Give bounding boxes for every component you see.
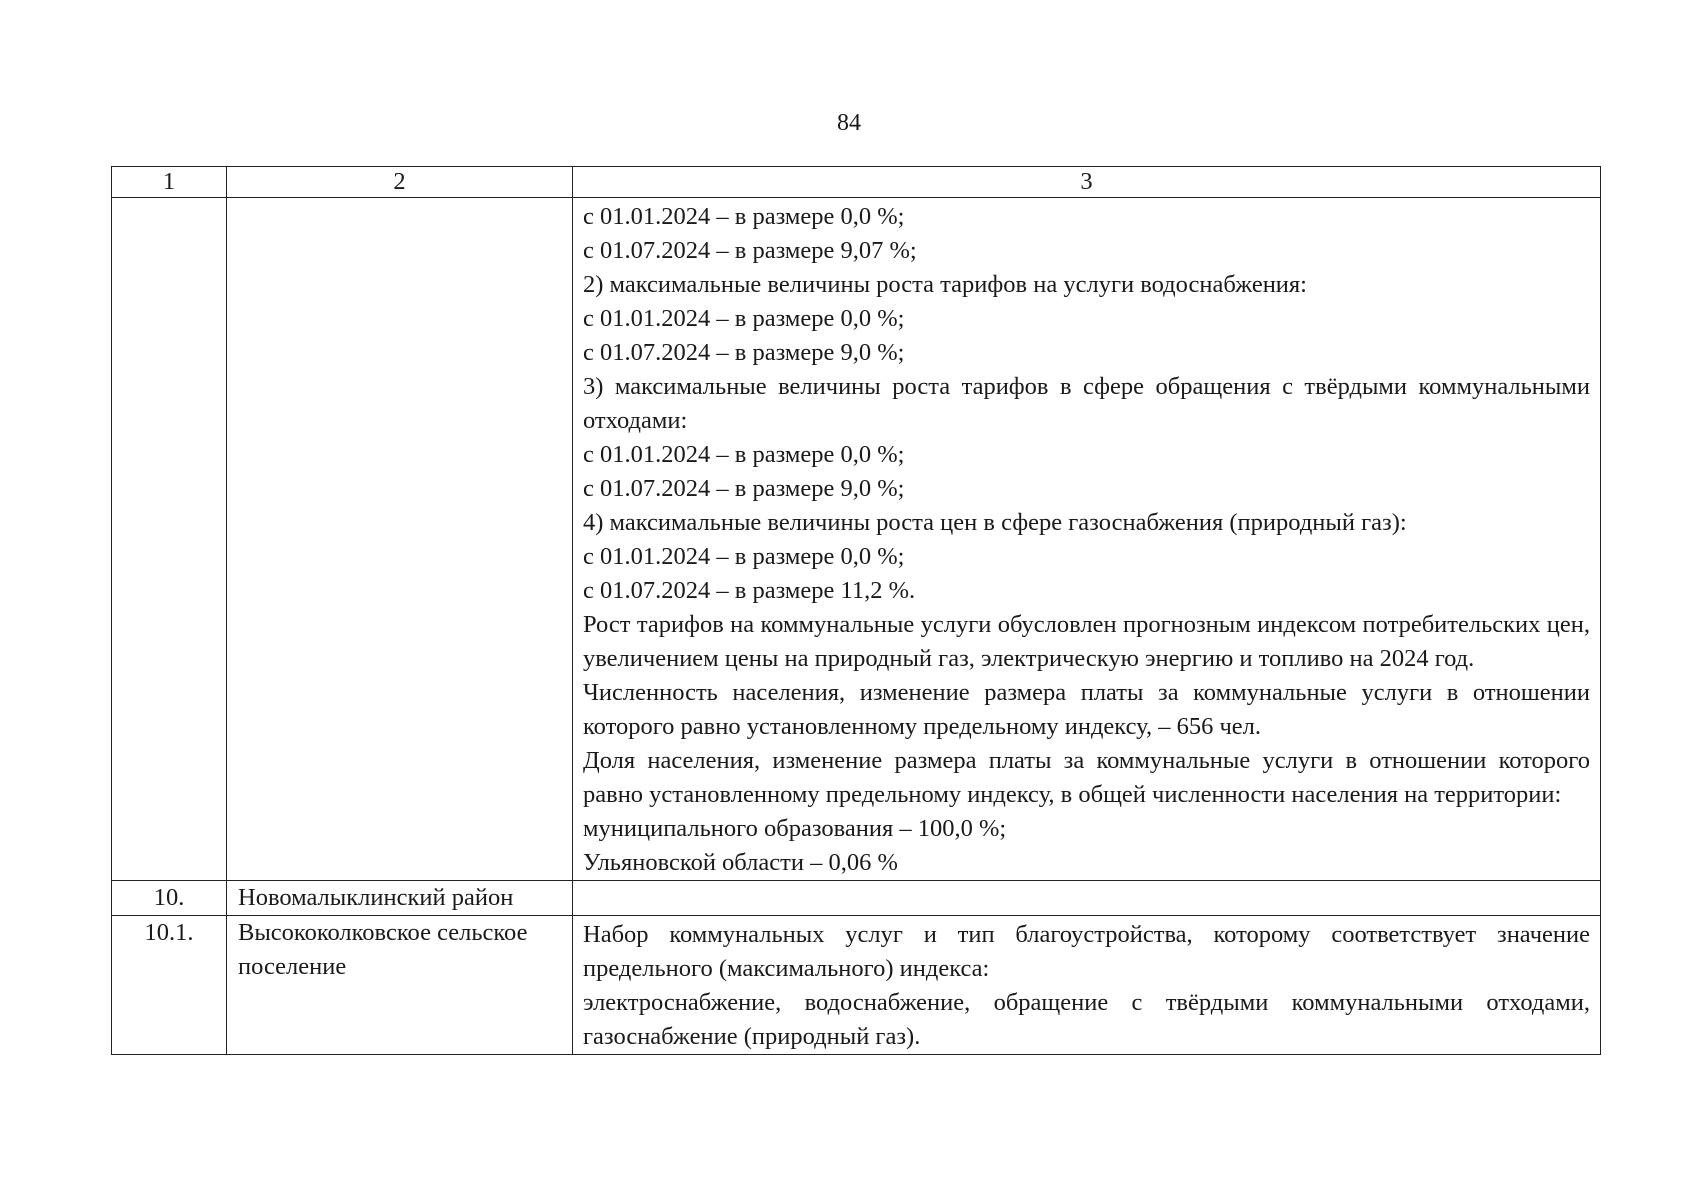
cell-number [112,198,227,881]
population-share-paragraph: Доля населения, изменение размера платы за коммунальные услуги в отношении которого равно установленному предельному индексу, в общей численности населения на территории: [583,747,1590,808]
growth-reason-paragraph: Рост тарифов на коммунальные услуги обусловлен прогнозным индексом потребительских цен, увеличением цены на природный газ, электрическую энергию и топливо на 2024 год. [583,611,1590,672]
table-row-district [112,881,1601,916]
service-set-paragraph: Набор коммунальных услуг и тип благоустройства, которому соответствует значение предельного (максимального) индекса: [583,921,1590,982]
page-number: 84 [837,110,861,136]
region-share-line: Ульяновской области – 0,06 % [583,849,898,876]
rate-line: с 01.01.2024 – в размере 0,0 %; [583,441,905,468]
rate-line: с 01.01.2024 – в размере 0,0 %; [583,203,905,230]
water-supply-heading: 2) максимальные величины роста тарифов на услуги водоснабжения: [583,271,1307,298]
column-header-2: 2 [227,167,573,198]
waste-heading: 3) максимальные величины роста тарифов в сфере обращения с твёрдыми коммунальными отходами: [583,373,1590,434]
row-number: 10. [112,881,227,916]
table-row-continuation [112,198,1601,881]
settlement-name: Высококолковское сельское поселение [227,916,573,1055]
population-count-paragraph: Численность населения, изменение размера платы за коммунальные услуги в отношении которого равно установленному предельному индексу, – 656 чел. [583,679,1590,740]
cell-content [573,198,1601,881]
rate-line: с 01.01.2024 – в размере 0,0 %; [583,305,905,332]
rate-line: с 01.07.2024 – в размере 9,07 %; [583,237,917,264]
column-header-3: 3 [573,167,1601,198]
rate-line: с 01.01.2024 – в размере 0,0 %; [583,543,905,570]
cell-name [227,198,573,881]
settlement-content [573,916,1601,1055]
rate-line: с 01.07.2024 – в размере 11,2 %. [583,577,916,604]
rate-line: с 01.07.2024 – в размере 9,0 %; [583,475,905,502]
services-list-paragraph: электроснабжение, водоснабжение, обращение с твёрдыми коммунальными отходами, газоснабжение (природный газ). [583,989,1590,1050]
district-content [573,881,1601,916]
municipal-share-line: муниципального образования – 100,0 %; [583,815,1007,842]
column-header-1: 1 [112,167,227,198]
tariff-table [111,166,1601,1055]
row-number: 10.1. [112,916,227,1055]
table-row-settlement [112,916,1601,1055]
table-header-row [112,167,1601,198]
gas-supply-heading: 4) максимальные величины роста цен в сфере газоснабжения (природный газ): [583,509,1407,536]
district-name: Новомалыклинский район [227,881,573,916]
rate-line: с 01.07.2024 – в размере 9,0 %; [583,339,905,366]
